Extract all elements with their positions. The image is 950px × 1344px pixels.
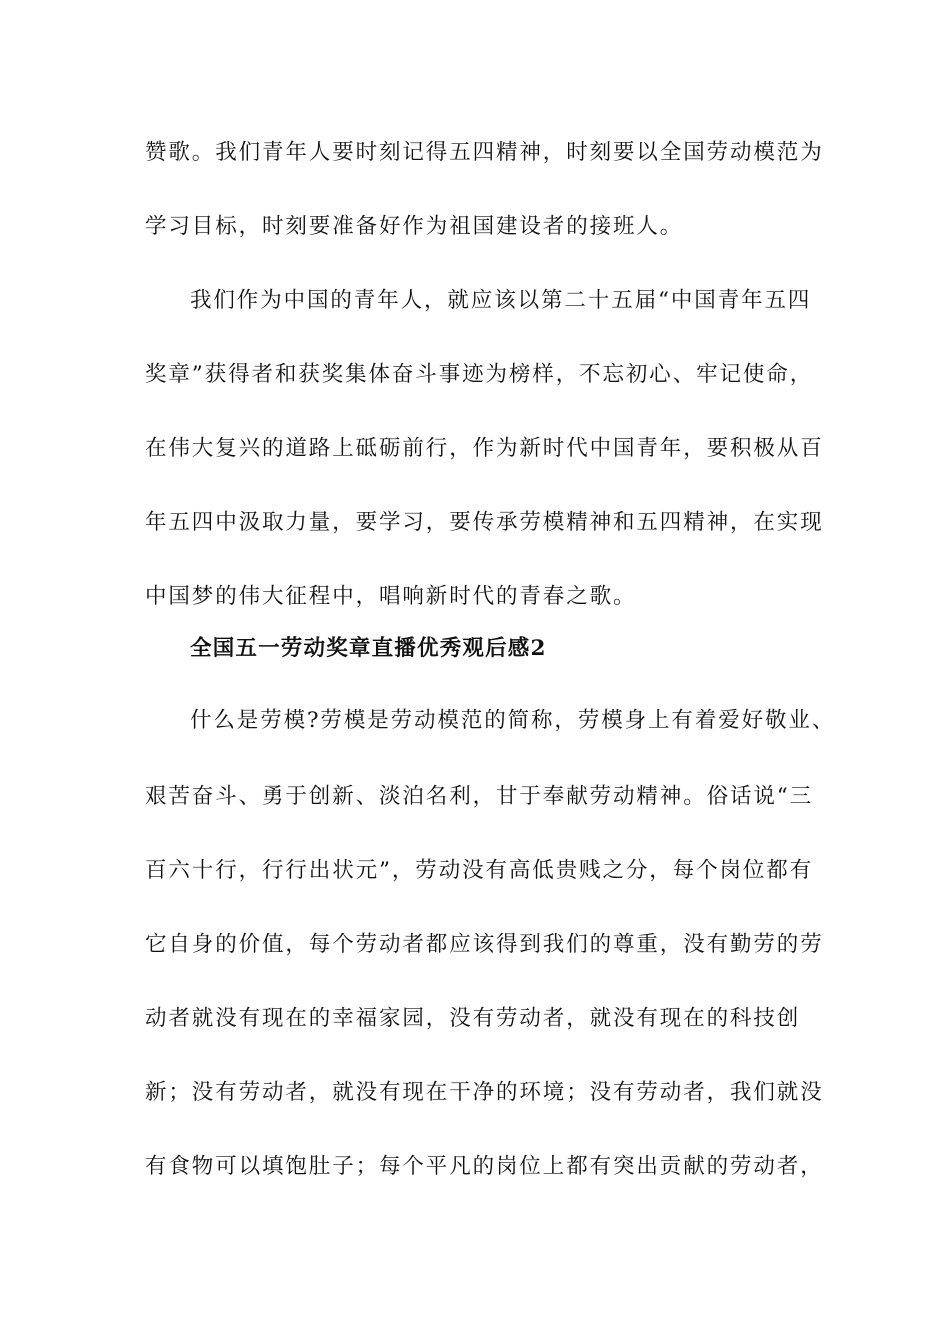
text-line-10: 艰苦奋斗、勇于创新、淡泊名利，甘于奉献劳动精神。俗话说“三 xyxy=(145,784,814,809)
paragraph-start-line: 我们作为中国的青年人，就应该以第二十五届“中国青年五四 xyxy=(190,288,812,313)
text-line-15: 有食物可以填饱肚子；每个平凡的岗位上都有突出贡献的劳动者， xyxy=(145,1154,824,1179)
text-line-5: 在伟大复兴的道路上砥砺前行，作为新时代中国青年，要积极从百 xyxy=(145,436,824,461)
text-line-4: 奖章”获得者和获奖集体奋斗事迹为榜样，不忘初心、牢记使命， xyxy=(145,362,814,387)
section-heading: 全国五一劳动奖章直播优秀观后感2 xyxy=(190,636,547,661)
text-line-14: 新；没有劳动者，就没有现在干净的环境；没有劳动者，我们就没 xyxy=(145,1080,824,1105)
text-line-6: 年五四中汲取力量，要学习，要传承劳模精神和五四精神，在实现 xyxy=(145,510,824,535)
text-line-12: 它自身的价值，每个劳动者都应该得到我们的尊重，没有勤劳的劳 xyxy=(145,932,824,957)
text-line-13: 动者就没有现在的幸福家园，没有劳动者，就没有现在的科技创 xyxy=(145,1006,801,1031)
text-line-11: 百六十行，行行出状元”，劳动没有高低贵贱之分，每个岗位都有 xyxy=(145,858,814,883)
text-line-7: 中国梦的伟大征程中，唱响新时代的青春之歌。 xyxy=(145,584,637,609)
text-line-2: 学习目标，时刻要准备好作为祖国建设者的接班人。 xyxy=(145,214,684,239)
text-line-1: 赞歌。我们青年人要时刻记得五四精神，时刻要以全国劳动模范为 xyxy=(145,140,824,165)
paragraph-start-line: 什么是劳模?劳模是劳动模范的简称，劳模身上有着爱好敬业、 xyxy=(190,708,836,733)
